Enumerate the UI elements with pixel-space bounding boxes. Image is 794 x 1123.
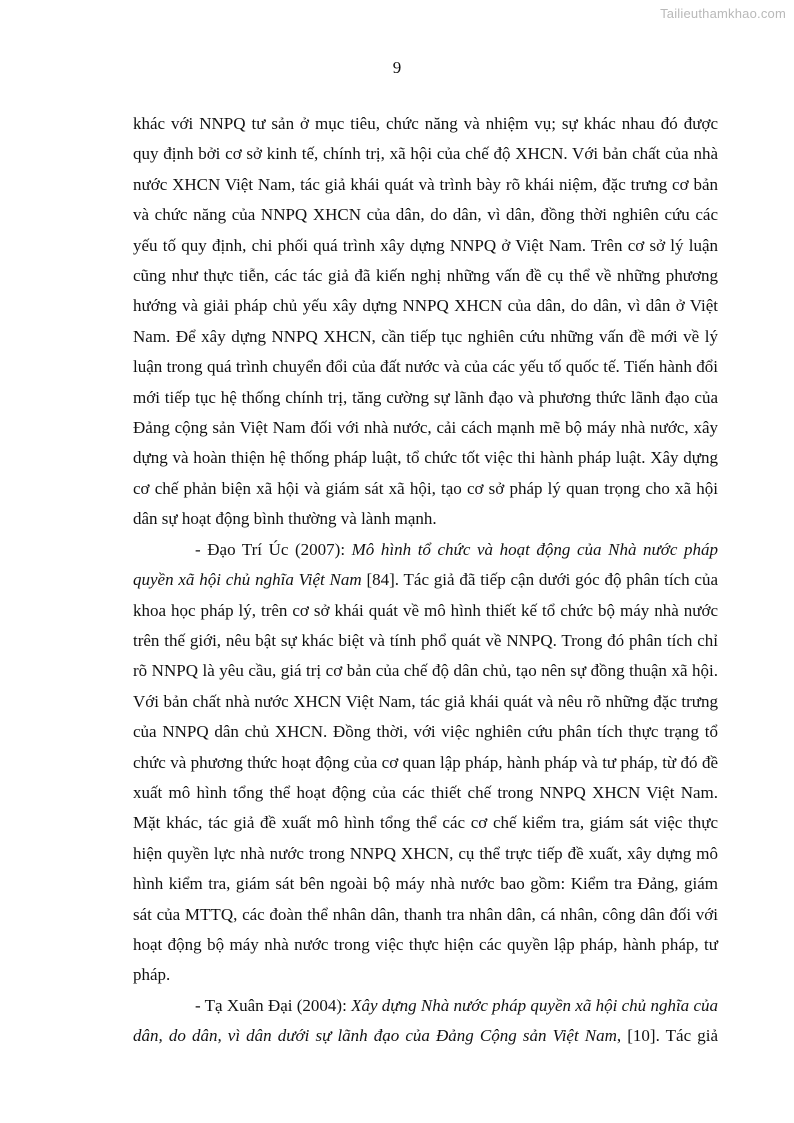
- citation-title: Mô hình tổ chức và hoạt động của Nhà nước pháp quyền xã hội chủ nghĩa Việt Nam: [133, 539, 718, 590]
- paragraph-text: khác với NNPQ tư sản ở mục tiêu, chức năng và nhiệm vụ; sự khác nhau đó được quy định bởi cơ sở kinh tế, chính trị, xã hội của chế độ XHCN. Với bản chất của nhà nước XHCN Việt Nam, tác giả khái quát và trình bày rõ khái niệm, đặc trưng cơ bản và chức năng của NNPQ XHCN của dân, do dân, vì dân, đồng thời nghiên cứu các yếu tố quy định, chi phối quá trình xây dựng NNPQ ở Việt Nam. Trên cơ sở lý luận cũng như thực tiễn, các tác giả đã kiến nghị những vấn đề cụ thể về những phương hướng và giải pháp chủ yếu xây dựng NNPQ XHCN của dân, do dân, vì dân ở Việt Nam. Để xây dựng NNPQ XHCN, cần tiếp tục nghiên cứu những vấn đề mới về lý luận trong quá trình chuyển đổi của đất nước và của các yếu tố quốc tế. Tiến hành đổi mới tiếp tục hệ thống chính trị, tăng cường sự lãnh đạo và phương thức lãnh đạo của Đảng cộng sản Việt Nam đối với nhà nước, cải cách mạnh mẽ bộ máy nhà nước, xây dựng và hoàn thiện hệ thống pháp luật, tổ chức tốt việc thi hành pháp luật. Xây dựng cơ chế phản biện xã hội và giám sát xã hội, tạo cơ sở pháp lý quan trọng cho xã hội dân sự hoạt động bình thường và lành mạnh.: [133, 114, 718, 529]
- citation-author: - Đạo Trí Úc (2007):: [195, 539, 352, 559]
- paragraph: [133, 535, 718, 991]
- paragraph: [133, 991, 718, 1052]
- paragraph: [133, 109, 718, 535]
- page-number: 9: [392, 58, 402, 77]
- paragraph-text: [84]. Tác giả đã tiếp cận dưới góc độ phân tích của khoa học pháp lý, trên cơ sở khái quát về mô hình thiết kế tổ chức bộ máy nhà nước trên thế giới, nêu bật sự khác biệt và tính phổ quát về NNPQ. Trong đó phân tích chỉ rõ NNPQ là yêu cầu, giá trị cơ bản của chế độ dân chủ, tạo nên sự đồng thuận xã hội. Với bản chất nhà nước XHCN Việt Nam, tác giả khái quát và nêu rõ những đặc trưng của NNPQ dân chủ XHCN. Đồng thời, với việc nghiên cứu phân tích thực trạng tổ chức và phương thức hoạt động của cơ quan lập pháp, hành pháp và tư pháp, từ đó đề xuất mô hình tổng thể hoạt động của các thiết chế trong NNPQ XHCN Việt Nam. Mặt khác, tác giả đề xuất mô hình tổng thể các cơ chế kiểm tra, giám sát việc thực hiện quyền lực nhà nước trong NNPQ XHCN, cụ thể trực tiếp đề xuất, xây dựng mô hình kiểm tra, giám sát bên ngoài bộ máy nhà nước bao gồm: Kiểm tra Đảng, giám sát của MTTQ, các đoàn thể nhân dân, thanh tra nhân dân, cá nhân, công dân đối với hoạt động bộ máy nhà nước trong việc thực hiện các quyền lập pháp, hành pháp, tư pháp.: [133, 570, 718, 985]
- citation-author: - Tạ Xuân Đại (2004):: [195, 995, 352, 1015]
- paragraph-text: , [10]. Tác giả: [616, 1026, 718, 1046]
- citation-title: Xây dựng Nhà nước pháp quyền xã hội chủ nghĩa của dân, do dân, vì dân dưới sự lãnh đạo của Đảng Cộng sản Việt Nam: [133, 995, 718, 1046]
- document-body: [133, 109, 718, 1052]
- watermark-text: Tailieuthamkhao.com: [660, 6, 786, 21]
